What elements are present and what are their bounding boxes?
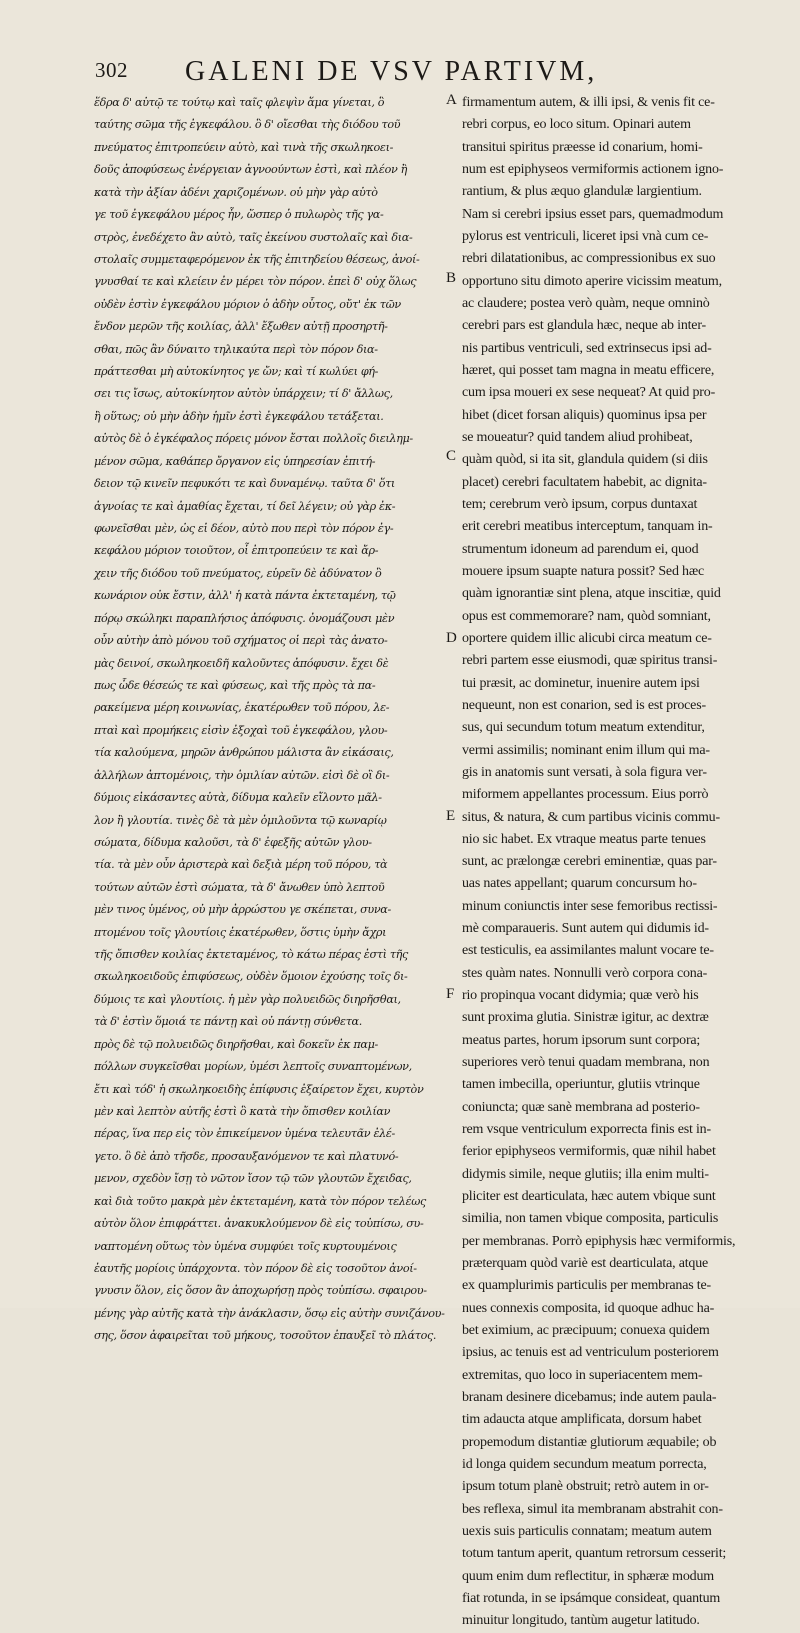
latin-text-line: bes reflexa, simul ita membranam abstrahit con- <box>462 1501 723 1517</box>
latin-text-line: rebri corpus, eo loco situm. Opinari autem <box>462 117 691 133</box>
greek-text-line: ἀγνοίας τε καὶ ἀμαθίας ἔχεται, τί δεῖ λέγειν; οὐ γὰρ ἐκ- <box>94 499 396 513</box>
greek-text-line: σώματα, δίδυμα καλοῦσι, τὰ δ' ἐφεξῆς αὐτῶν γλου- <box>94 835 372 849</box>
latin-text-line: tim adaucta atque amplificata, dorsum habet <box>462 1412 702 1428</box>
greek-text-line: πράττεσθαι μὴ αὐτοκίνητος γε ὤν; καὶ τί κωλύει φή- <box>94 365 379 379</box>
latin-text-line: opus est commemorare? nam, quòd somniant, <box>462 608 711 624</box>
latin-text-line: tem; cerebrum verò ipsum, corpus duntaxat <box>462 496 698 512</box>
latin-text-line: ipsum totum planè obstruit; retrò autem in or- <box>462 1479 709 1495</box>
latin-text-line: nis partibus ventriculi, sed extrinsecus ipsi ad- <box>462 340 712 356</box>
latin-text-line: fiat rotunda, in se ipsámque consideat, quantum <box>462 1590 721 1606</box>
latin-text-line: uas nates appellant; quarum concursum ho- <box>462 876 697 892</box>
latin-text-column <box>462 92 780 1633</box>
latin-text-line: nequeunt, non est conarion, sed is est proces- <box>462 697 706 713</box>
latin-text-line: Nam si cerebri ipsius esset pars, quemadmodum <box>462 206 724 222</box>
margin-letter: E <box>446 808 456 824</box>
greek-text-line: πταὶ καὶ προμήκεις εἰσὶν ἐξοχαὶ τοῦ ἐγκεφάλου, γλου- <box>94 723 388 737</box>
greek-text-line: λον ἢ γλουτία. τινὲς δὲ τὰ μὲν ὁμιλοῦντα τῷ κωναρίῳ <box>94 813 387 827</box>
greek-text-line: πέρας, ἵνα περ εἰς τὸν ἐπικείμενον ὑμένα τελευτᾶν ἐλέ- <box>94 1127 395 1141</box>
latin-text-line: branam desinere dicebamus; inde autem paula- <box>462 1390 717 1406</box>
latin-text-line: pylorus est ventriculi, liceret ipsi vnà cum ce- <box>462 228 709 244</box>
margin-letter: A <box>446 92 457 108</box>
greek-text-line: κατὰ τὴν ἀξίαν ἀδένι χαριζομένων. οὐ μὴν γὰρ αὐτὸ <box>94 185 378 199</box>
latin-text-line: se moueatur? quid tandem aliud prohibeat, <box>462 429 693 445</box>
latin-text-line: oportere quidem illic alicubi circa meatum ce- <box>462 630 712 646</box>
greek-text-line: κωνάριον οὐκ ἔστιν, ἀλλ' ἡ κατὰ πάντα ἐκτεταμένη, τῷ <box>94 589 396 603</box>
latin-text-line: est testiculis, ea assimilantes malunt vocare te- <box>462 943 714 959</box>
greek-text-line: στολαῖς συμμεταφερόμενον ἐκ τῆς ἐπιτηδείου θέσεως, ἀνοί- <box>94 252 420 266</box>
latin-text-line: erit cerebri meatibus interceptum, tanquam in- <box>462 519 713 535</box>
latin-text-line: minum coniunctis inter sese femoribus rectissi- <box>462 898 718 914</box>
greek-text-line: οὖν αὐτὴν ἀπὸ μόνου τοῦ σχήματος οἱ περὶ τὰς ἀνατο- <box>94 634 388 648</box>
latin-text-line: rebri dilatationibus, ac compressionibus ex suo <box>462 251 716 267</box>
greek-text-line: τὰ δ' ἐστὶν ὅμοιά τε πάντῃ καὶ οὐ πάντῃ σύνθετα. <box>94 1015 362 1029</box>
latin-text-line: mè comparaueris. Sunt autem qui didumis id- <box>462 921 709 937</box>
greek-text-line: τῆς ὄπισθεν κοιλίας ἐκτεταμένος, τὸ κάτω πέρας ἐστὶ τῆς <box>94 948 408 962</box>
margin-letter: D <box>446 630 457 646</box>
latin-text-line: miformem appellantes processum. Eius porrò <box>462 787 709 803</box>
latin-text-line: sunt, ac prælongæ cerebri eminentiæ, quas par- <box>462 854 717 870</box>
greek-text-line: πόλλων συγκεῖσθαι μορίων, ὑμέσι λεπτοῖς συναπτομένων, <box>94 1060 412 1074</box>
latin-text-line: gis in anatomis sunt versati, à sola figura ver- <box>462 764 707 780</box>
greek-text-line: μὰς δεινοί, σκωληκοειδῆ καλοῦντες ἀπόφυσιν. ἔχει δὲ <box>94 656 389 670</box>
page-header <box>95 56 785 90</box>
margin-letter: C <box>446 448 457 464</box>
latin-text-line: superiores verò tenui quadam membrana, non <box>462 1055 710 1071</box>
latin-text-line: coniuncta; quæ sanè membrana ad posterio- <box>462 1099 700 1115</box>
latin-text-line: nio sic habet. Ex vtraque meatus parte tenues <box>462 831 706 847</box>
latin-text-line: præterquam quòd variè est dearticulata, atque <box>462 1256 709 1272</box>
latin-text-line: hibet (dicet forsan aliquis) quominus ipsa per <box>462 407 707 423</box>
greek-text-line: δύμοις εἰκάσαντες αὐτὰ, δίδυμα καλεῖν εἴλοντο μᾶλ- <box>94 791 382 805</box>
greek-text-line: πτομένου τοῖς γλουτίοις ἑκατέρωθεν, ὅστις ὑμὴν ἄχρι <box>94 925 387 939</box>
latin-text-line: didymis simile, neque glutiis; illa enim multi- <box>462 1166 709 1182</box>
latin-text-line: firmamentum autem, & illi ipsi, & venis fit ce- <box>462 95 715 110</box>
greek-text-line: καὶ διὰ τοῦτο μακρὰ μὲν ἐκτεταμένη, κατὰ τὸν πόρον τελέως <box>94 1194 426 1208</box>
greek-text-line: πως ὧδε θέσεώς τε καὶ φύσεως, καὶ τῆς πρὸς τὰ πα- <box>94 678 376 692</box>
margin-letter: B <box>446 270 457 286</box>
greek-text-line: σκωληκοειδοῦς ἐπιφύσεως, οὐδὲν ὅμοιον ἐχούσης τοῖς δι- <box>94 970 408 984</box>
latin-text-line: quum enim dum reflectitur, in sphæræ modum <box>462 1568 714 1584</box>
latin-text-line: sus, qui secundum totum meatum extenditur, <box>462 720 705 736</box>
greek-text-line: γνυσθαί τε καὶ κλείειν ἐν μέρει τὸν πόρον. ἐπεὶ δ' οὐχ ὅλως <box>94 275 417 289</box>
greek-text-line: φωνεῖσθαι μὲν, ὡς εἰ δέον, αὐτὸ που περὶ τὸν πόρον ἐγ- <box>94 522 394 536</box>
latin-text-line: rio propinqua vocant didymia; quæ verò his <box>462 988 699 1004</box>
greek-text-line: ρακείμενα μέρη κοινωνίας, ἑκατέρωθεν τοῦ πόρου, λε- <box>94 701 390 715</box>
greek-text-column <box>94 92 444 1348</box>
greek-text-line: δοῦς ἀποφύσεως ἐνέργειαν ἀγνοούντων ἐστὶ, καὶ πλέον ἢ <box>94 163 407 177</box>
greek-text-line: τία καλούμενα, μηρῶν ἀνθρώπου μάλιστα ἂν εἰκάσαις, <box>94 746 394 760</box>
greek-text-line: ταύτης σῶμα τῆς ἐγκεφάλου. ὃ δ' οἴεσθαι τὴς διόδου τοῦ <box>94 118 401 132</box>
greek-text-line: μένης γὰρ αὐτῆς κατὰ τὴν ἀνάκλασιν, ὅσῳ εἰς αὐτὴν συνιζάνου- <box>94 1306 445 1320</box>
greek-text-line: σει τις ἴσως, αὐτοκίνητον αὐτὸν ὑπάρχειν; τί δ' ἄλλως, <box>94 387 393 401</box>
greek-text-line: μὲν καὶ λεπτὸν αὐτῆς ἐστὶ ὃ κατὰ τὴν ὄπισθεν κοιλίαν <box>94 1104 391 1118</box>
latin-text-line: ex quamplurimis particulis per membranas te- <box>462 1278 711 1294</box>
greek-text-line: μένον σῶμα, καθάπερ ὄργανον εἰς ὑπηρεσίαν ἐπιτή- <box>94 454 376 468</box>
latin-text-line: tamen imbecilla, operiuntur, glutiis vtrinque <box>462 1077 700 1093</box>
greek-text-line: πνεύματος ἐπιτροπεύειν αὐτὸ, καὶ τινὰ τῆς σκωληκοει- <box>94 140 394 154</box>
latin-text-line: tui præsit, ac dominetur, inuenire autem ipsi <box>462 675 700 691</box>
latin-text-line: quàm ignorantiæ sint plena, atque inscitiæ, quid <box>462 586 721 602</box>
greek-text-line: στρὸς, ἐνεδέχετο ἂν αὐτὸ, ταῖς ἐκείνου συστολαῖς καὶ δια- <box>94 230 413 244</box>
greek-text-line: ἔνδον μερῶν τῆς κοιλίας, ἀλλ' ἔξωθεν αὐτῇ προσηρτῆ- <box>94 320 388 334</box>
greek-text-line: σης, ὅσον ἀφαιρεῖται τοῦ μήκους, τοσοῦτον ἐπαυξεῖ τὸ πλάτος. <box>94 1329 437 1343</box>
running-title: GALENI DE VSV PARTIVM, <box>185 56 598 87</box>
latin-text-line: num est epiphyseos vermiformis actionem igno- <box>462 161 724 177</box>
latin-text-line: transitui spiritus præesse id conarium, homi- <box>462 139 703 155</box>
latin-text-line: pliciter est dearticulata, hæc autem vbique sunt <box>462 1189 716 1205</box>
latin-text-line: totum tantum aperit, quantum retrorsum cesserit; <box>462 1546 727 1562</box>
latin-text-line: rantium, & plus æquo glandulæ largientium. <box>462 184 702 200</box>
greek-text-line: οὐδὲν ἐστὶν ἐγκεφάλου μόριον ὁ ἀδὴν οὗτος, οὔτ' ἐκ τῶν <box>94 297 401 311</box>
greek-text-line: ἑαυτῆς μορίοις ὑπάρχοντα. τὸν πόρον δὲ εἰς τοσοῦτον ἀνοί- <box>94 1261 417 1275</box>
latin-text-line: id longa quidem secundum meatum porrecta, <box>462 1457 707 1473</box>
latin-text-line: mouere ipsum suapte natura possit? Sed hæc <box>462 563 704 579</box>
latin-text-line: rem vsque ventriculum exporrecta finis est in- <box>462 1122 711 1138</box>
latin-text-line: situs, & natura, & cum partibus vicinis commu- <box>462 809 720 825</box>
greek-text-line: δύμοις τε καὶ γλουτίοις. ἡ μὲν γὰρ πολυειδῶς διηρῆσθαι, <box>94 992 401 1006</box>
latin-text-line: extremitas, quo loco in superiacentem mem- <box>462 1367 703 1383</box>
greek-text-line: δειον τῷ κινεῖν πεφυκότι τε καὶ δυναμένῳ. ταῦτα δ' ὅτι <box>94 477 395 491</box>
latin-text-line: propemodum distantiæ glutiorum æquabile; ob <box>462 1434 717 1450</box>
latin-text-line: placet) cerebri facultatem habebit, ac dignita- <box>462 474 707 490</box>
greek-text-line: ναπτομένη οὕτως τὸν ὑμένα συμφύει τοῖς κυρτουμένοις <box>94 1239 397 1253</box>
greek-text-line: ἢ οὕτως; οὐ μὴν ἀδὴν ἡμῖν ἐστὶ ἐγκεφάλου τετάξεται. <box>94 409 384 423</box>
greek-text-line: ἀλλήλων ἁπτομένοις, τὴν ὁμιλίαν αὐτῶν. εἰσὶ δὲ οἳ δι- <box>94 768 390 782</box>
latin-text-line: hæret, qui posset tam magna in meatu efficere, <box>462 362 715 378</box>
latin-text-line: ac claudere; postea verò quàm, neque omninò <box>462 295 710 311</box>
latin-text-line: strumentum idoneum ad parendum ei, quod <box>462 541 699 557</box>
latin-text-line: quàm quòd, si ita sit, glandula quidem (si diis <box>462 452 708 468</box>
latin-text-line: cum ipsa moueri ex sese nequeat? At quid pro- <box>462 385 716 401</box>
latin-text-line: stes quàm nates. Nonnulli verò corpora cona- <box>462 965 708 981</box>
latin-text-line: vermi assimilis; nominant enim illum qui ma- <box>462 742 710 758</box>
greek-text-line: γνυσιν ὅλον, εἰς ὅσον ἂν ἀποχωρήσῃ πρὸς τοὐπίσω. σφαιρου- <box>94 1284 427 1298</box>
greek-text-line: γετο. ὃ δὲ ἀπὸ τῆσδε, προσαυξανόμενον τε καὶ πλατυνό- <box>94 1149 399 1163</box>
latin-text-line: bet eximium, ac præcipuum; conuexa quidem <box>462 1323 710 1339</box>
greek-text-line: αὐτὸν ὅλον ἐπιφράττει. ἀνακυκλούμενον δὲ εἰς τοὐπίσω, συ- <box>94 1217 424 1231</box>
latin-text-line: nues connexis composita, id quoque adhuc ha- <box>462 1300 715 1316</box>
latin-text-line: sunt proxima glutia. Sinistræ igitur, ac dextræ <box>462 1010 709 1026</box>
greek-text-line: πρὸς δὲ τῷ πολυειδῶς διηρῆσθαι, καὶ δοκεῖν ἐκ παμ- <box>94 1037 378 1051</box>
greek-text-line: τία. τὰ μὲν οὖν ἀριστερὰ καὶ δεξιὰ μέρη τοῦ πόρου, τὰ <box>94 858 388 872</box>
greek-text-line: τούτων αὐτῶν ἐστὶ σώματα, τὰ δ' ἄνωθεν ὑπὸ λεπτοῦ <box>94 880 385 894</box>
greek-text-line: σθαι, πῶς ἂν δύναιτο τηλικαύτα περὶ τὸν πόρον δια- <box>94 342 378 356</box>
latin-text-line: ferior epiphyseos vermiformis, quæ nihil habet <box>462 1144 716 1160</box>
greek-text-line: αὐτὸς δὲ ὁ ἐγκέφαλος πόρεις μόνον ἔσται πολλοῖς διειλημ- <box>94 432 413 446</box>
greek-text-line: κεφάλου μόριον τοιοῦτον, οἷ ἐπιτροπεύειν τε καὶ ἄρ- <box>94 544 379 558</box>
latin-text-line: minuitur longitudo, tantùm augetur latitudo. <box>462 1613 700 1629</box>
greek-text-line: μὲν τινος ὑμένος, οὐ μὴν ἀρρώστου γε σκέπεται, συνα- <box>94 903 391 917</box>
greek-text-line: ἕδρα δ' αὐτῷ τε τούτῳ καὶ ταῖς φλεψὶν ἅμα γίνεται, ὃ <box>94 96 385 109</box>
latin-text-line: meatus partes, horum ipsorum sunt corpora; <box>462 1032 701 1048</box>
greek-text-line: χειν τῆς διόδου τοῦ πνεύματος, εὑρεῖν δὲ ἀδύνατον ὃ <box>94 566 382 580</box>
greek-text-line: μενον, σχεδὸν ἴσῃ τὸ νῶτον ἴσον τῷ τῶν γλουτῶν ἔχειδας, <box>94 1172 412 1186</box>
latin-text-line: per membranas. Porrò epiphysis hæc vermiformis, <box>462 1233 736 1249</box>
latin-text-line: rebri partem esse eiusmodi, quæ spiritus transi- <box>462 653 718 669</box>
latin-text-line: cerebri pars est glandula hæc, neque ab inter- <box>462 318 706 334</box>
greek-text-line: πόρῳ σκώληκι παραπλήσιος ἀπόφυσις. ὀνομάζουσι μὲν <box>94 611 395 625</box>
latin-text-line: uexis suis particulis connatam; meatum autem <box>462 1524 712 1539</box>
margin-letter: F <box>446 986 455 1002</box>
latin-text-line: similia, non tamen vbique composita, particulis <box>462 1211 719 1227</box>
latin-text-line: opportuno situ dimoto aperire vicissim meatum, <box>462 273 722 289</box>
latin-text-line: ipsius, ac tenuis est ad ventriculum posteriorem <box>462 1345 719 1361</box>
page-number: 302 <box>95 58 128 82</box>
greek-text-line: γε τοῦ ἐγκεφάλου μέρος ἦν, ὥσπερ ὁ πυλωρὸς τῆς γα- <box>94 208 384 222</box>
greek-text-line: ἔτι καὶ τόδ' ἡ σκωληκοειδὴς ἐπίφυσις ἐξαίρετον ἔχει, κυρτὸν <box>94 1082 424 1096</box>
